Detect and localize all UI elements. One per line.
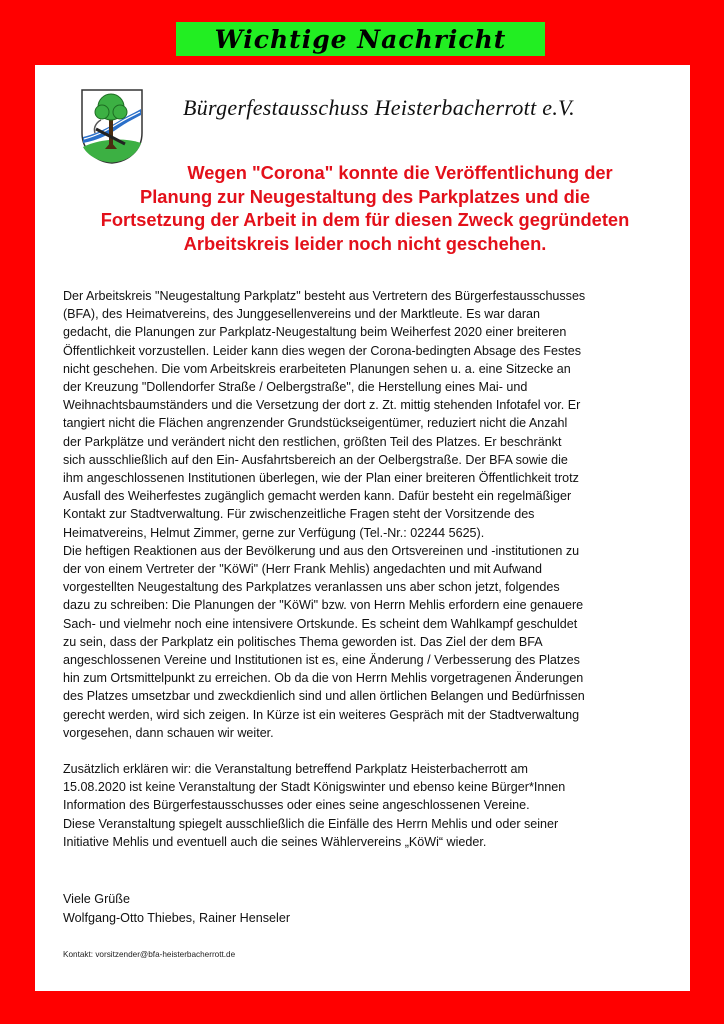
headline-line: Wegen "Corona" konnte die Veröffentlichung der bbox=[187, 162, 613, 183]
text-line: Kontakt zur Stadtverwaltung. Für zwischenzeitliche Fragen steht der Vorsitzende des bbox=[63, 507, 535, 522]
document-panel bbox=[35, 65, 690, 991]
text-line: Diese Veranstaltung spiegelt ausschließlich die Einfälle des Herrn Mehlis und oder seiner bbox=[63, 816, 559, 831]
paragraph-2 bbox=[63, 760, 683, 851]
contact-email[interactable]: vorsitzender@bfa-heisterbacherrott.de bbox=[95, 950, 236, 959]
text-line: dazu zu schreiben: Die Planungen der "KöWi" bzw. von Herrn Mehlis erfordern eine genauere bbox=[63, 598, 584, 613]
headline-line: Planung zur Neugestaltung des Parkplatzes und die bbox=[140, 185, 590, 207]
headline bbox=[65, 161, 665, 255]
text-line: der von einem Vertreter der "KöWi" (Herr Frank Mehlis) angedachten und mit Aufwand bbox=[63, 562, 542, 577]
text-line: des Platzes umsetzbar und zweckdienlich sind und allen örtlichen Belangen und Bedürfnissen bbox=[63, 689, 585, 704]
paragraph-1 bbox=[63, 287, 683, 742]
text-line: der Parkplätze und verändert nicht den restlichen, größten Teil des Platzes. Er beschränkt bbox=[63, 434, 562, 449]
text-line: angeschlossenen Vereine und Institutionen ist es, eine Änderung / Verbesserung des Platzes bbox=[63, 653, 580, 668]
text-line: vorgestellten Neugestaltung des Parkplatzes veranlassen uns aber schon jetzt, folgendes bbox=[63, 580, 560, 595]
body-text bbox=[63, 287, 683, 851]
contact-label: Kontakt: bbox=[63, 950, 94, 959]
text-line: der Kreuzung "Dollendorfer Straße / Oelbergstraße", die Herstellung eines Mai- und bbox=[63, 380, 528, 395]
text-line: zu sein, dass der Parkplatz ein politisches Thema geworden ist. Das Ziel der dem BFA bbox=[63, 634, 543, 649]
greeting: Viele Grüße bbox=[63, 892, 130, 906]
text-line: tangiert nicht die Flächen angrenzender Grundstückseigentümer, reduziert nicht die Anzahl bbox=[63, 416, 568, 431]
text-line: Initiative Mehlis und eventuell auch die seines Wählervereins „KöWi“ wieder. bbox=[63, 834, 487, 849]
text-line: Weihnachtsbaumständers und die Versetzung der dort z. Zt. mittig stehenden Infotafel vor. Er bbox=[63, 398, 581, 413]
text-line: Information des Bürgerfestausschusses oder eines seine angeschlossenen Vereine. bbox=[63, 798, 530, 813]
text-line: Zusätzlich erklären wir: die Veranstaltung betreffend Parkplatz Heisterbacherrott am bbox=[63, 762, 528, 777]
signatories: Wolfgang-Otto Thiebes, Rainer Henseler bbox=[63, 911, 291, 925]
banner-title: Wichtige Nachricht bbox=[214, 24, 507, 54]
text-line: (BFA), des Heimatvereins, des Junggesellenvereins und der Marktleute. Es war daran bbox=[63, 307, 541, 322]
contact-line bbox=[63, 950, 235, 959]
organization-name: Bürgerfestausschuss Heisterbacherrott e.V. bbox=[183, 95, 575, 120]
text-line: Der Arbeitskreis "Neugestaltung Parkplatz" besteht aus Vertretern des Bürgerfestausschusses bbox=[63, 289, 586, 303]
headline-line: Fortsetzung der Arbeit in dem für diesen Zweck gegründeten bbox=[100, 209, 630, 230]
text-line: sich ausschließlich auf den Ein- Ausfahrtsbereich an der Oelbergstraße. Der BFA sowie die bbox=[63, 452, 568, 467]
coat-of-arms-icon bbox=[79, 87, 145, 165]
text-line: gedacht, die Planungen zur Parkplatz-Neugestaltung beim Weiherfest 2020 einer breiteren bbox=[63, 325, 567, 340]
text-line: Öffentlichkeit vorzustellen. Leider kann dies wegen der Corona-bedingten Absage des Festes bbox=[63, 343, 581, 358]
headline-line: Arbeitskreis leider noch nicht geschehen. bbox=[183, 232, 547, 254]
text-line: nicht geschehen. Die vom Arbeitskreis erarbeiteten Planungen sehen u. a. eine Sitzecke an bbox=[63, 361, 571, 376]
text-line: vorgesehen, dann schauen wir weiter. bbox=[63, 725, 274, 740]
text-line: Sach- und vielmehr noch eine intensivere Ortskunde. Es scheint dem Wahlkampf geschuldet bbox=[63, 616, 578, 631]
paragraph-gap bbox=[63, 742, 683, 760]
text-line: gerecht werden, wird sich zeigen. In Kürze ist ein weiteres Gespräch mit der Stadtverwaltung bbox=[63, 707, 580, 722]
text-line: Die heftigen Reaktionen aus der Bevölkerung und aus den Ortsvereinen und -institutionen zu bbox=[63, 543, 580, 558]
text-line: 15.08.2020 ist keine Veranstaltung der Stadt Königswinter und ebenso keine Bürger*Innen bbox=[63, 780, 566, 795]
text-line: ihm angeschlossenen Institutionen überlegen, wie der Plan einer breiteren Öffentlichkeit trotz bbox=[63, 471, 579, 486]
banner bbox=[176, 22, 545, 56]
closing bbox=[63, 890, 290, 928]
text-line: hin zum Ortsmittelpunkt zu erreichen. Ob da die von Herrn Mehlis vorgetragenen Änderungen bbox=[63, 671, 584, 686]
text-line: Ausfall des Weiherfestes zugänglich gemacht werden kann. Dafür besteht ein regelmäßiger bbox=[63, 489, 572, 504]
text-line: Heimatvereins, Helmut Zimmer, gerne zur Verfügung (Tel.-Nr.: 02244 5625). bbox=[63, 525, 485, 540]
